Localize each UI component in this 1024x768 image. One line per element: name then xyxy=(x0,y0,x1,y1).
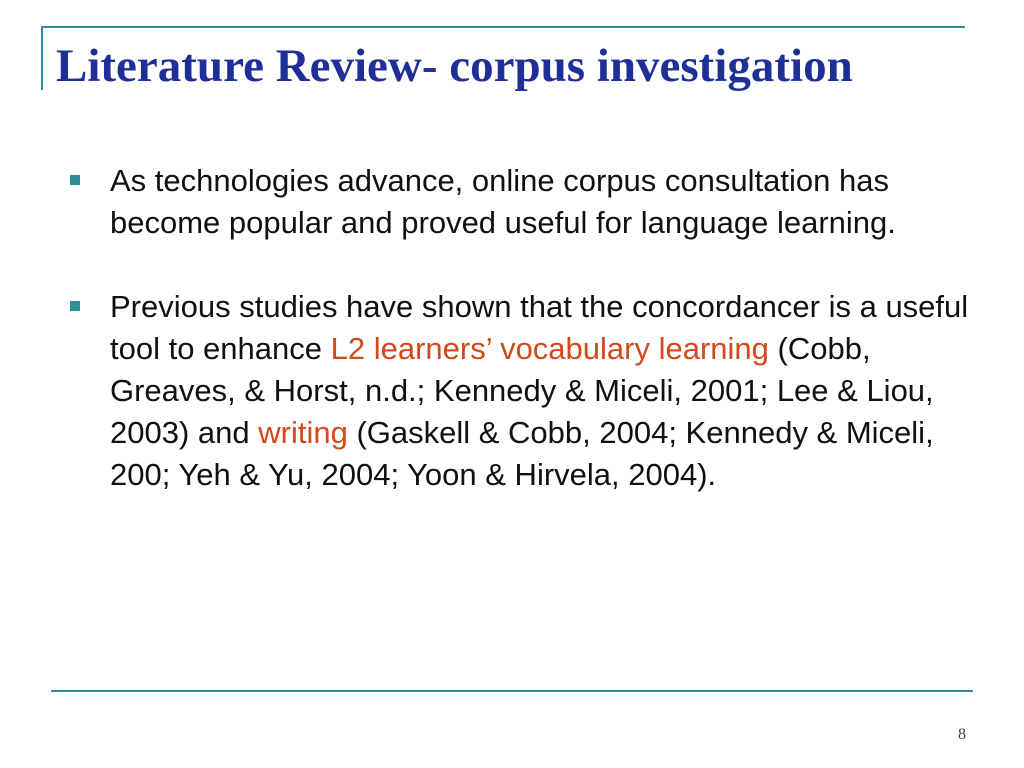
bullet-item-1 xyxy=(70,160,990,244)
square-bullet-icon xyxy=(70,301,80,311)
bullet-1-text: As technologies advance, online corpus consultation has become popular and proved useful for language learning. xyxy=(110,163,896,240)
title-top-rule xyxy=(41,26,965,28)
footer-rule xyxy=(51,690,973,692)
square-bullet-icon xyxy=(70,175,80,185)
bullet-list xyxy=(70,160,990,496)
page-number: 8 xyxy=(958,726,966,743)
bullet-item-2 xyxy=(70,286,990,496)
bullet-2-text-part-2: (Cobb, Greaves, & Horst, n.d.; Kennedy & Miceli, 2001; Lee & Liou, 2003) and xyxy=(110,331,934,450)
slide-title: Literature Review- corpus investigation xyxy=(56,40,853,92)
bullet-2-text-part-3: (Gaskell & Cobb, 2004; Kennedy & Miceli, 200; Yeh & Yu, 2004; Yoon & Hirvela, 2004). xyxy=(110,415,934,492)
title-left-rule xyxy=(41,26,43,90)
bullet-2-text-part-1: Previous studies have shown that the concordancer is a useful tool to enhance xyxy=(110,289,969,366)
highlight-vocabulary-learning: L2 learners’ vocabulary learning xyxy=(330,331,769,366)
highlight-writing: writing xyxy=(258,415,348,450)
